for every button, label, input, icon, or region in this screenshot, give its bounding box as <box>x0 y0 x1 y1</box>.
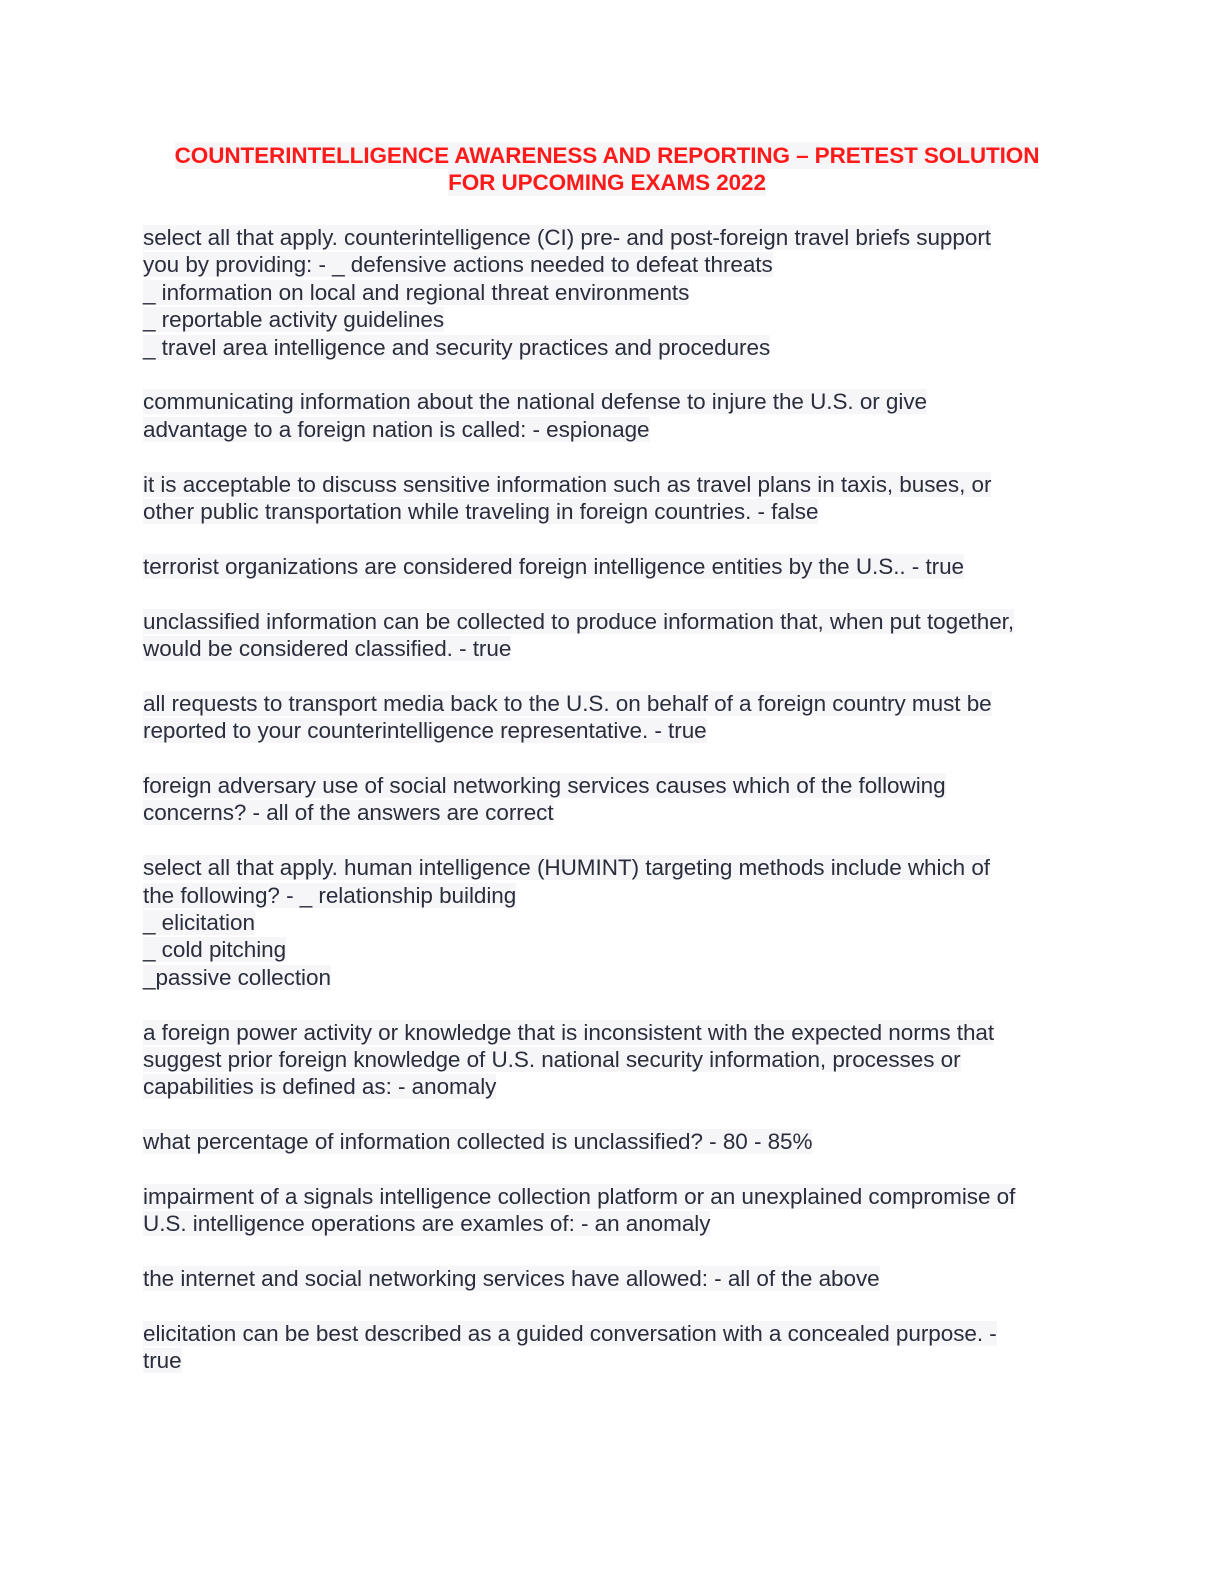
text-line: advantage to a foreign nation is called: - espionage <box>143 416 650 442</box>
text-line: elicitation can be best described as a guided conversation with a concealed purpose. - <box>143 1321 997 1347</box>
text-line: _passive collection <box>143 964 331 990</box>
text-line: _ elicitation <box>143 910 255 936</box>
text-line: capabilities is defined as: - anomaly <box>143 1074 497 1100</box>
text-line: the following? - _ relationship building <box>143 882 517 908</box>
text-line: the internet and social networking services have allowed: - all of the above <box>143 1266 880 1292</box>
title-line: COUNTERINTELLIGENCE AWARENESS AND REPORTING – PRETEST SOLUTION <box>174 143 1040 168</box>
text-line: _ information on local and regional threat environments <box>143 279 690 305</box>
document-body <box>143 224 1083 1402</box>
text-line: select all that apply. human intelligence (HUMINT) targeting methods include which of <box>143 855 990 881</box>
text-line: terrorist organizations are considered foreign intelligence entities by the U.S.. - true <box>143 553 965 579</box>
text-line: foreign adversary use of social networking services causes which of the following <box>143 773 946 799</box>
text-line: reported to your counterintelligence representative. - true <box>143 718 707 744</box>
title-line: FOR UPCOMING EXAMS 2022 <box>448 170 766 195</box>
qa-item <box>143 553 1083 580</box>
text-line: concerns? - all of the answers are correct <box>143 800 554 826</box>
qa-item <box>143 690 1083 745</box>
qa-item <box>143 388 1083 443</box>
qa-item <box>143 1128 1083 1155</box>
text-line: a foreign power activity or knowledge that is inconsistent with the expected norms that <box>143 1019 995 1045</box>
text-line: unclassified information can be collected to produce information that, when put together, <box>143 608 1015 634</box>
text-line: _ travel area intelligence and security practices and procedures <box>143 334 771 360</box>
text-line: suggest prior foreign knowledge of U.S. national security information, processes or <box>143 1047 961 1073</box>
text-line: U.S. intelligence operations are examles of: - an anomaly <box>143 1211 711 1237</box>
document-title <box>140 142 1074 196</box>
text-line: _ reportable activity guidelines <box>143 307 445 333</box>
text-line: all requests to transport media back to the U.S. on behalf of a foreign country must be <box>143 690 992 716</box>
qa-item <box>143 608 1083 663</box>
text-line: would be considered classified. - true <box>143 636 512 662</box>
text-line: select all that apply. counterintelligence (CI) pre- and post-foreign travel briefs support <box>143 225 991 250</box>
qa-item <box>143 1265 1083 1292</box>
text-line: other public transportation while traveling in foreign countries. - false <box>143 499 819 525</box>
qa-item <box>143 224 1083 361</box>
qa-item <box>143 1320 1083 1375</box>
qa-item <box>143 772 1083 827</box>
qa-item <box>143 1183 1083 1238</box>
qa-item <box>143 854 1083 991</box>
text-line: what percentage of information collected is unclassified? - 80 - 85% <box>143 1129 813 1155</box>
text-line: true <box>143 1348 182 1374</box>
text-line: _ cold pitching <box>143 937 287 963</box>
qa-item <box>143 1019 1083 1101</box>
text-line: communicating information about the national defense to injure the U.S. or give <box>143 389 928 415</box>
text-line: you by providing: - _ defensive actions needed to defeat threats <box>143 252 773 278</box>
qa-item <box>143 471 1083 526</box>
text-line: it is acceptable to discuss sensitive information such as travel plans in taxis, buses, or <box>143 471 992 497</box>
text-line: impairment of a signals intelligence collection platform or an unexplained compromise of <box>143 1184 1016 1210</box>
